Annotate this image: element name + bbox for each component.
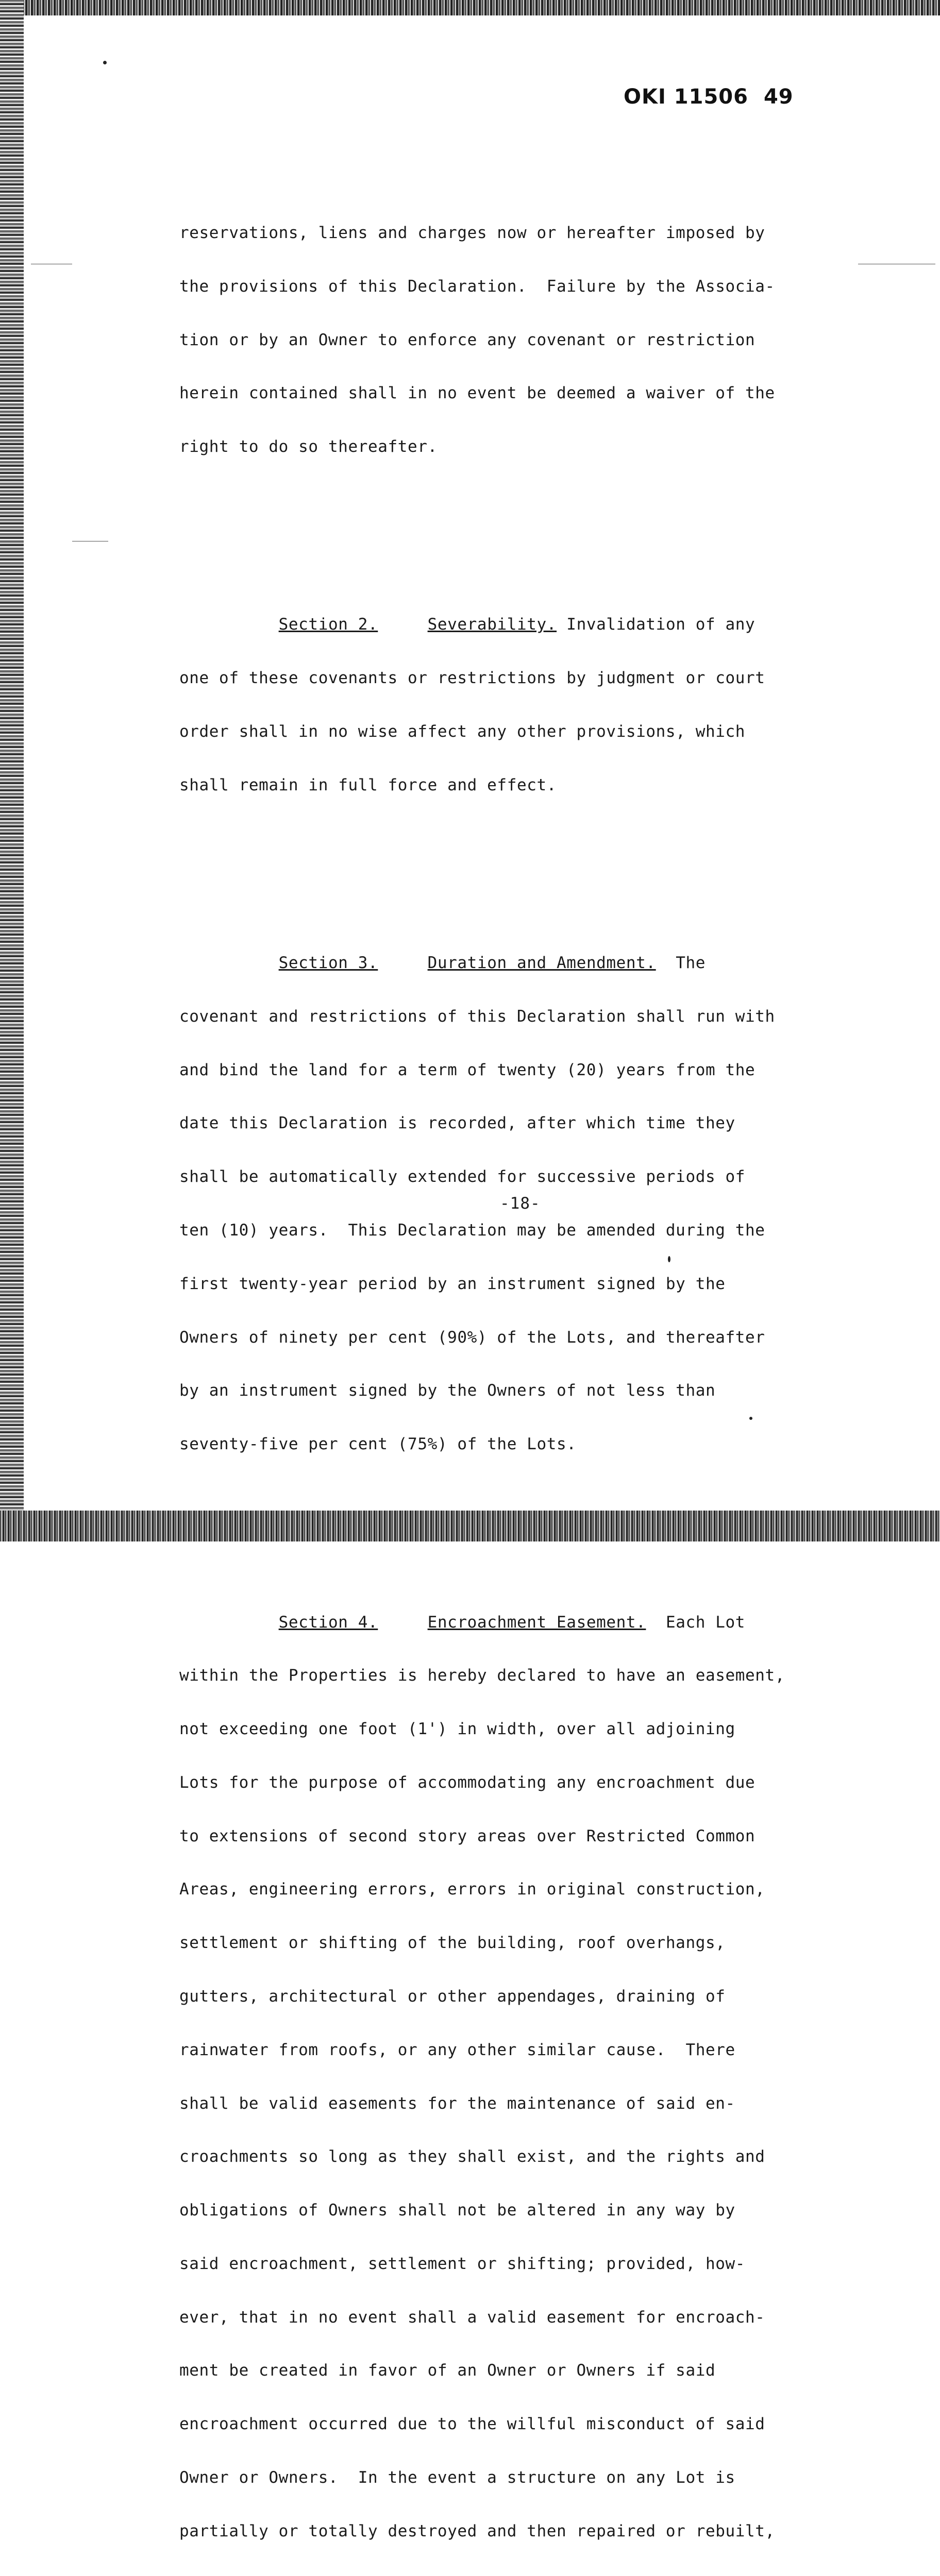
text-line: covenant and restrictions of this Declaration shall run with: [179, 1008, 891, 1026]
text-line: Lots for the purpose of accommodating any encroachment due: [179, 1774, 891, 1792]
text-line: date this Declaration is recorded, after which time they: [179, 1114, 891, 1132]
text-line: gutters, architectural or other appendages, draining of: [179, 1988, 891, 2006]
section-heading-line: [179, 954, 891, 972]
document-code: OKI 11506: [624, 85, 748, 109]
text-line: one of these covenants or restrictions by judgment or court: [179, 669, 891, 687]
text-line: ment be created in favor of an Owner or Owners if said: [179, 2362, 891, 2380]
text-line: shall remain in full force and effect.: [179, 776, 891, 794]
section-title: Encroachment Easement.: [428, 1613, 646, 1632]
text-line: first twenty-year period by an instrument signed by the: [179, 1275, 891, 1293]
text-line: ever, that in no event shall a valid easement for encroach-: [179, 2309, 891, 2327]
text-line: the provisions of this Declaration. Failure by the Associa-: [179, 278, 891, 296]
text-line: seventy-five per cent (75%) of the Lots.: [179, 1435, 891, 1453]
text-line: by an instrument signed by the Owners of not less than: [179, 1382, 891, 1400]
text-line: reservations, liens and charges now or hereafter imposed by: [179, 224, 891, 242]
document-body: [179, 135, 891, 2576]
text-line: ten (10) years. This Declaration may be amended during the: [179, 1222, 891, 1240]
text-line: to extensions of second story areas over Restricted Common: [179, 1827, 891, 1845]
text-line: order shall in no wise affect any other provisions, which: [179, 723, 891, 741]
text-line: shall be automatically extended for successive periods of: [179, 1168, 891, 1186]
text-line: Owners of ninety per cent (90%) of the Lots, and thereafter: [179, 1329, 891, 1347]
paragraph-intro: [179, 189, 891, 492]
section-label: Section 3.: [279, 954, 378, 972]
header-page-number: 49: [764, 85, 794, 109]
scan-border-top: [0, 0, 940, 15]
text-line: within the Properties is hereby declared to have an easement,: [179, 1667, 891, 1685]
text-fragment: Invalidation of any: [557, 615, 755, 634]
text-line: and bind the land for a term of twenty (20) years from the: [179, 1061, 891, 1079]
section-title: Duration and Amendment.: [428, 954, 656, 972]
text-line: croachments so long as they shall exist, and the rights and: [179, 2148, 891, 2166]
text-fragment: Each Lot: [646, 1613, 745, 1632]
section-title: Severability.: [428, 615, 557, 634]
scan-speck: [103, 61, 107, 64]
section-label: Section 4.: [279, 1613, 378, 1632]
section-heading-line: [179, 616, 891, 634]
page-footer: -18-: [500, 1194, 541, 1213]
text-line: herein contained shall in no event be deemed a waiver of the: [179, 384, 891, 402]
text-line: obligations of Owners shall not be altered in any way by: [179, 2201, 891, 2219]
scan-border-left: [0, 0, 24, 1541]
text-line: right to do so thereafter.: [179, 438, 891, 456]
section-4: [179, 1578, 891, 2576]
document-header: [624, 85, 794, 109]
text-line: Owner or Owners. In the event a structure on any Lot is: [179, 2469, 891, 2487]
text-line: partially or totally destroyed and then repaired or rebuilt,: [179, 2522, 891, 2540]
section-label: Section 2.: [279, 615, 378, 634]
text-line: rainwater from roofs, or any other similar cause. There: [179, 2041, 891, 2059]
text-line: settlement or shifting of the building, roof overhangs,: [179, 1934, 891, 1952]
text-line: not exceeding one foot (1') in width, over all adjoining: [179, 1720, 891, 1738]
text-line: encroachment occurred due to the willful misconduct of said: [179, 2415, 891, 2433]
text-line: Areas, engineering errors, errors in original construction,: [179, 1880, 891, 1899]
text-line: said encroachment, settlement or shifting; provided, how-: [179, 2255, 891, 2273]
text-line: tion or by an Owner to enforce any covenant or restriction: [179, 331, 891, 349]
section-heading-line: [179, 1614, 891, 1632]
text-fragment: The: [656, 954, 706, 972]
text-line: shall be valid easements for the maintenance of said en-: [179, 2095, 891, 2113]
section-2: [179, 580, 891, 829]
